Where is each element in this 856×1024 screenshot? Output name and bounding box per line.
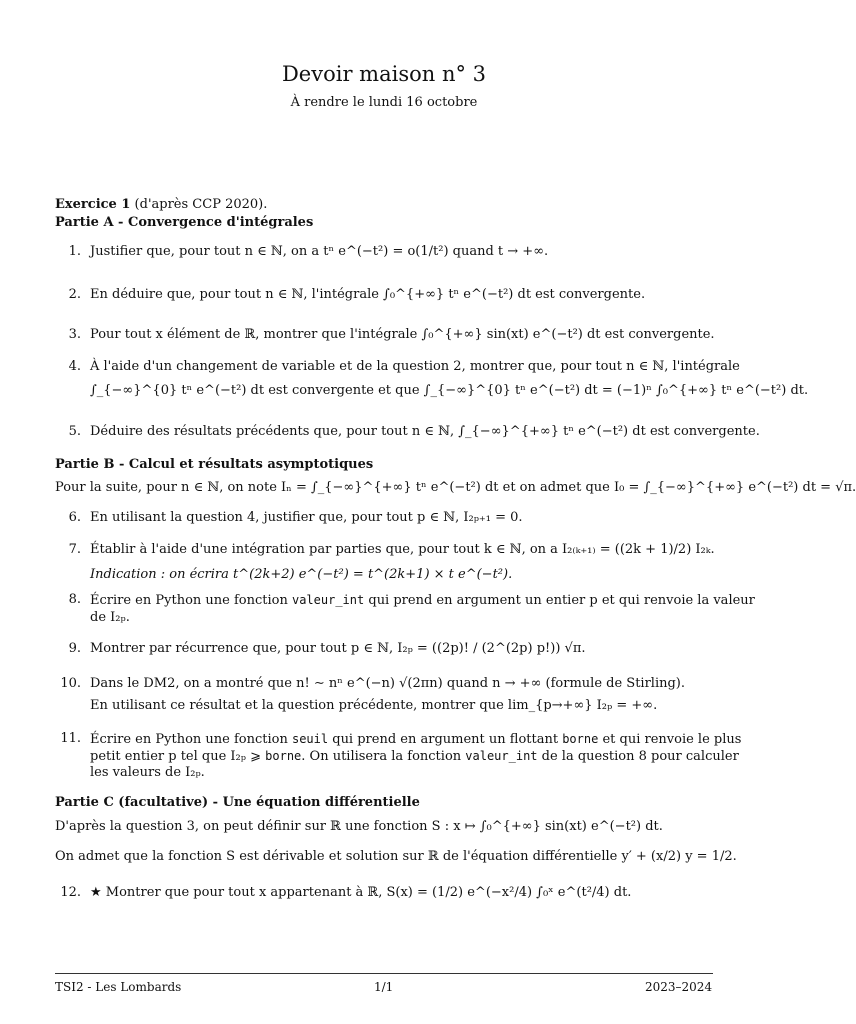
code-identifier: borne [562, 732, 599, 746]
code-identifier: seuil [291, 732, 329, 746]
text-fragment: Montrer que pour tout x appartenant à ℝ, S(x) = (1/2) e^(−x²/4) ∫₀ˣ e^(t²/4) dt. [105, 885, 632, 900]
question-number: 1. [68, 244, 81, 259]
question-8-line-2: de I₂ₚ. [90, 610, 130, 625]
question-4-line-2: ∫_{−∞}^{0} tⁿ e^(−t²) dt est convergente et que ∫_{−∞}^{0} tⁿ e^(−t²) dt = (−1)ⁿ ∫₀^{+∞} tⁿ e^(−t²) dt. [90, 383, 809, 398]
text-fragment: de la question 8 pour calculer [537, 749, 739, 764]
part-c-intro-2: On admet que la fonction S est dérivable et solution sur ℝ de l'équation différentielle y′ + (x/2) y = 1/2. [55, 849, 737, 864]
question-number: 12. [60, 885, 81, 900]
exercise-heading [55, 196, 267, 214]
question-number: 8. [68, 592, 81, 607]
question-number: 5. [68, 424, 81, 439]
star-icon: ★ [90, 885, 102, 900]
text-fragment: petit entier p tel que I₂ₚ ⩾ [90, 749, 266, 764]
question-number: 3. [68, 327, 81, 342]
footer-left: TSI2 - Les Lombards [55, 980, 182, 994]
question-10-line-2: En utilisant ce résultat et la question précédente, montrer que lim_{p→+∞} I₂ₚ = +∞. [90, 698, 658, 713]
question-10-line-1: Dans le DM2, on a montré que n! ∼ nⁿ e^(−n) √(2πn) quand n → +∞ (formule de Stirling). [90, 676, 686, 691]
question-12 [90, 884, 631, 902]
footer-divider [55, 973, 713, 974]
question-9: Montrer par récurrence que, pour tout p ∈ ℕ, I₂ₚ = ((2p)! / (2^(2p) p!)) √π. [90, 641, 586, 656]
question-number: 7. [68, 542, 81, 557]
question-number: 10. [60, 676, 81, 691]
page-subtitle: À rendre le lundi 16 octobre [290, 95, 478, 110]
question-number: 6. [68, 510, 81, 525]
part-a-heading: Partie A - Convergence d'intégrales [55, 215, 314, 230]
question-number: 9. [68, 641, 81, 656]
part-b-intro: Pour la suite, pour n ∈ ℕ, on note Iₙ = ∫_{−∞}^{+∞} tⁿ e^(−t²) dt et on admet que I₀ = ∫_{−∞}^{+∞} e^(−t²) dt = √π. [55, 480, 856, 495]
text-fragment: Écrire en Python une fonction [90, 732, 292, 747]
exercise-source: (d'après CCP 2020). [134, 197, 268, 212]
question-7-hint: Indication : on écrira t^(2k+2) e^(−t²) = t^(2k+1) × t e^(−t²). [90, 567, 513, 582]
question-number: 11. [60, 731, 81, 746]
part-c-intro-1: D'après la question 3, on peut définir sur ℝ une fonction S : x ↦ ∫₀^{+∞} sin(xt) e^(−t²) dt. [55, 819, 663, 834]
footer-right: 2023–2024 [645, 980, 713, 994]
page-title: Devoir maison n° 3 [281, 62, 487, 86]
question-2: En déduire que, pour tout n ∈ ℕ, l'intégrale ∫₀^{+∞} tⁿ e^(−t²) dt est convergente. [90, 287, 646, 302]
text-fragment: Écrire en Python une fonction [90, 593, 292, 608]
text-fragment: qui prend en argument un flottant [328, 732, 563, 747]
code-identifier: valeur_int [291, 593, 365, 607]
code-identifier: valeur_int [465, 749, 538, 763]
question-11-line-3: les valeurs de I₂ₚ. [90, 765, 205, 780]
question-number: 4. [68, 359, 81, 374]
footer-page-number: 1/1 [374, 980, 394, 994]
question-1: Justifier que, pour tout n ∈ ℕ, on a tⁿ e^(−t²) = o(1/t²) quand t → +∞. [90, 244, 549, 259]
text-fragment: qui prend en argument un entier p et qui renvoie la valeur [364, 593, 755, 608]
question-5: Déduire des résultats précédents que, pour tout n ∈ ℕ, ∫_{−∞}^{+∞} tⁿ e^(−t²) dt est convergente. [90, 424, 760, 439]
text-fragment: et qui renvoie le plus [598, 732, 742, 747]
question-number: 2. [68, 287, 81, 302]
code-identifier: borne [265, 749, 302, 763]
part-b-heading: Partie B - Calcul et résultats asymptotiques [55, 457, 374, 472]
question-7: Établir à l'aide d'une intégration par parties que, pour tout k ∈ ℕ, on a I₂₍ₖ₊₁₎ = ((2k + 1)/2) I₂ₖ. [90, 542, 715, 557]
exercise-label: Exercice 1 [55, 197, 131, 212]
question-8-line-1 [90, 591, 755, 610]
part-c-heading: Partie C (facultative) - Une équation différentielle [55, 795, 420, 810]
text-fragment: . On utilisera la fonction [301, 749, 466, 764]
question-4-line-1: À l'aide d'un changement de variable et de la question 2, montrer que, pour tout n ∈ ℕ, l'intégrale [90, 359, 740, 374]
question-3: Pour tout x élément de ℝ, montrer que l'intégrale ∫₀^{+∞} sin(xt) e^(−t²) dt est convergente. [90, 327, 715, 342]
question-6: En utilisant la question 4, justifier que, pour tout p ∈ ℕ, I₂ₚ₊₁ = 0. [90, 510, 523, 525]
